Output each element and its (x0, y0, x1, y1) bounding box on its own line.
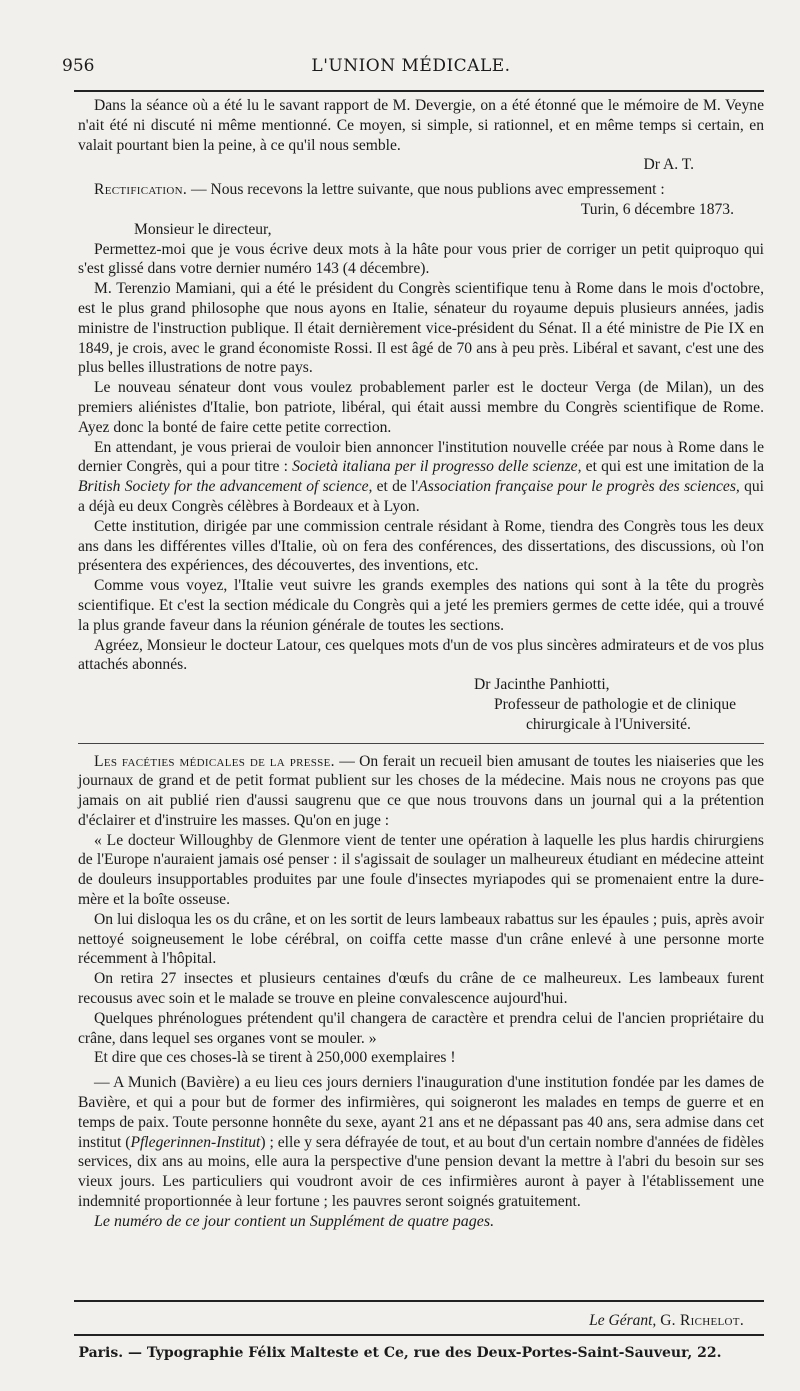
devergie-paragraph: Dans la séance où a été lu le savant rapport de M. Devergie, on a été étonné que le mémoire de M. Veyne n'ait été ni discuté ni même mentionné. Ce moyen, si simple, si rationnel, et en même temps si certain, en valait pourtant bien la peine, à ce qu'il nous semble. (78, 97, 764, 154)
section-divider (78, 743, 764, 744)
printer-imprint: Paris. — Typographie Félix Malteste et Ce, rue des Deux-Portes-Saint-Sauveur, 22. (78, 1345, 722, 1361)
munich-paragraph: — A Munich (Bavière) a eu lieu ces jours derniers l'inauguration d'une institution fondée par les dames de Bavière, et qui a pour but de former des infirmières, qui soigneront les malades en temps de guerre et en temps de paix. Toute personne honnête du sexe, ayant 21 ans et ne dépassant pas 40 ans, sera admise dans cet institut (Pflegerinnen-Institut) ; elle y sera défrayée de tout, et au bout d'un certain nombre d'années de fidèles services, dix ans au moins, elle aura la perspective d'une pension devant la mettre à l'abri du besoin sur ses vieux jours. Les particuliers qui voudront avoir de ces infirmières auront à payer à l'établissement une indemnité proportionnée à leur fortune ; les pauvres seront soignés gratuitement. (78, 1074, 764, 1211)
gerant-line: Le Gérant, G. Richelot. (589, 1312, 744, 1329)
page-number: 956 (62, 56, 95, 76)
letter-paragraph-7: Agréez, Monsieur le docteur Latour, ces quelques mots d'un de vos plus sincères admirateurs et de vos plus attachés abonnés. (78, 636, 764, 674)
letter-paragraph-4: En attendant, je vous prierai de vouloir bien annoncer l'institution nouvelle créée par nous à Rome dans le dernier Congrès, qui a pour titre : Società italiana per il progresso delle scienze, et qui est une imitation de la British Society for the advancement of science, et de l'Association française pour le progrès des sciences, qui a déjà eu deux Congrès célèbres à Bordeaux et à Lyon. (78, 438, 765, 515)
footer-rule-top (74, 1300, 764, 1302)
rectification-intro: Rectification. — Nous recevons la lettre suivante, que nous publions avec empressement : (94, 181, 665, 199)
letter-paragraph-2: M. Terenzio Mamiani, qui a été le président du Congrès scientifique tenu à Rome dans le mois d'octobre, est le plus grand philosophe que nous ayons en Italie, sénateur du royaume depuis plusieurs années, jadis ministre de l'instruction publique. Il était dernièrement vice-président du Sénat. Il a été ministre de Pie IX en 1849, je crois, avec le grand économiste Rossi. Il est âgé de 70 ans à peu près. Libéral et savant, c'est une des plus belles illustrations de notre pays. (78, 280, 764, 377)
article-body (78, 96, 764, 1232)
letter-paragraph-1: Permettez-moi que je vous écrive deux mots à la hâte pour vous prier de corriger un petit quiproquo qui s'est glissé dans votre dernier numéro 143 (4 décembre). (78, 240, 764, 278)
letter-signature-title-1: Professeur de pathologie et de clinique (494, 695, 737, 713)
letter-signature-name: Dr Jacinthe Panhiotti, (474, 676, 610, 694)
facetie-quote-3: On retira 27 insectes et plusieurs centaines d'œufs du crâne de ce malheureux. Les lambeaux furent recousus avec soin et le malade se trouve en pleine convalescence aujourd'hui. (78, 970, 764, 1008)
facetie-close: Et dire que ces choses-là se tirent à 250,000 exemplaires ! (94, 1049, 456, 1067)
header-rule (74, 90, 764, 92)
letter-signature-title-2: chirurgicale à l'Université. (526, 715, 691, 733)
facetie-quote-4: Quelques phrénologues prétendent qu'il changera de caractère et prendra celui de l'ancien propriétaire du crâne, dans lequel ses organes vont se mouler. » (78, 1009, 764, 1047)
letter-paragraph-6: Comme vous voyez, l'Italie veut suivre les grands exemples des nations qui sont à la tête du progrès scientifique. Et c'est la section médicale du Congrès qui a jeté les premiers germes de cette idée, qui a trouvé la plus grande faveur dans la réunion générale de toutes les sections. (78, 577, 764, 634)
letter-salutation: Monsieur le directeur, (134, 220, 272, 238)
page-header (62, 50, 760, 80)
supplement-notice: Le numéro de ce jour contient un Supplément de quatre pages. (94, 1212, 495, 1230)
footer-rule-bottom (74, 1334, 764, 1336)
facetie-quote-1: « Le docteur Willoughby de Glenmore vient de tenter une opération à laquelle les plus hardis chirurgiens de l'Europe n'auraient jamais osé penser : il s'agissait de soulager un malheureux étudiant en médecine atteint de douleurs insupportables produites par une foule d'insectes myriapodes qui se promenaient entre la dure-mère et la boîte osseuse. (78, 831, 764, 909)
letter-dateline: Turin, 6 décembre 1873. (580, 200, 734, 218)
letter-paragraph-5: Cette institution, dirigée par une commission centrale résidant à Rome, tiendra des Congrès tous les deux ans dans les différentes villes d'Italie, où on fera des conférences, des dissertations, des discussions, où l'on présentera des expériences, des découvertes, des inventions, etc. (78, 517, 764, 575)
facetie-intro: Les facéties médicales de la presse. — On ferait un recueil bien amusant de toutes les niaiseries que les journaux de grand et de petit format publient sur les choses de la médecine. Mais nous ne croyons pas que jamais on ait publié rien d'aussi saugrenu que ce que nous trouvons dans un journal qui a la prétention d'éclairer et d'instruire les masses. Qu'on en juge : (78, 752, 764, 829)
facetie-label: Les facéties médicales de la presse. (94, 752, 335, 770)
devergie-signature: Dr A. T. (643, 156, 694, 174)
rectification-label: Rectification. (94, 181, 188, 199)
running-title: L'UNION MÉDICALE. (311, 56, 511, 76)
letter-paragraph-3: Le nouveau sénateur dont vous voulez probablement parler est le docteur Verga (de Milan), un des premiers aliénistes d'Italie, bon patriote, libéral, qui était aussi membre du Congrès scientifique de Rome. Ayez donc la bonté de faire cette petite correction. (78, 379, 764, 436)
facetie-quote-2: On lui disloqua les os du crâne, et on les sortit de leurs lambeaux rabattus sur les épaules ; puis, après avoir nettoyé soigneusement le lobe cérébral, on coiffa cette masse d'un crâne enlevé à une personne morte récemment à l'hôpital. (78, 910, 764, 968)
